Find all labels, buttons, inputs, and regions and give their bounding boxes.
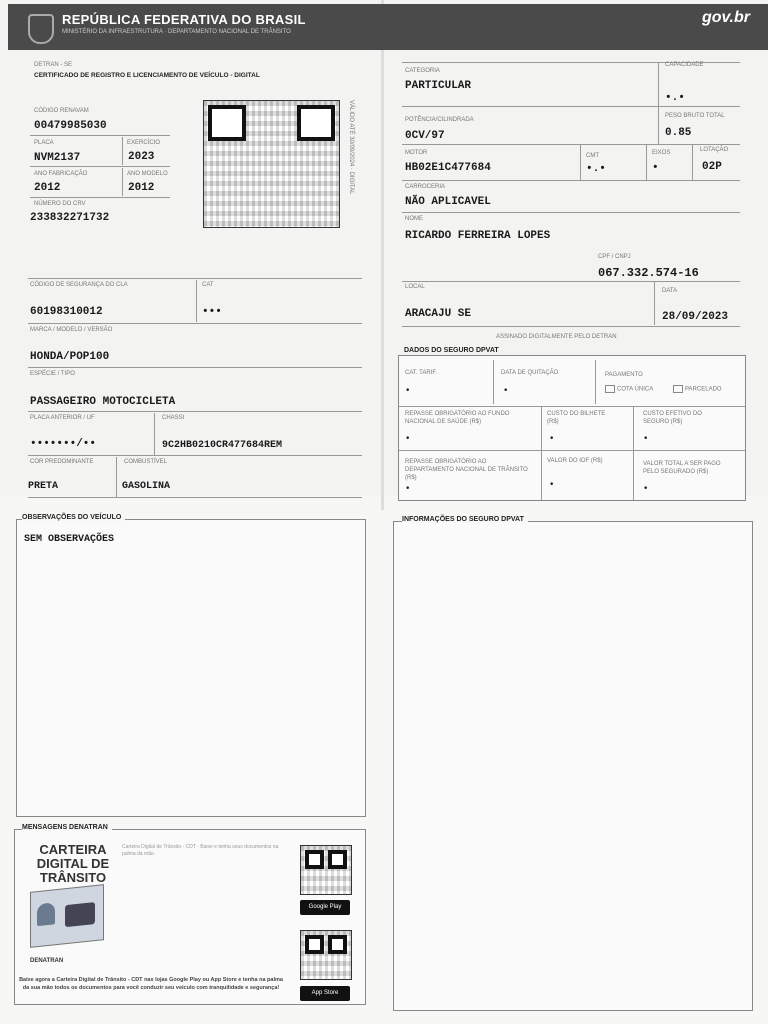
cpf-value: 067.332.574-16: [598, 266, 699, 280]
cor-value: PRETA: [28, 481, 59, 492]
informacoes-dpvat-title: INFORMAÇÕES DO SEGURO DPVAT: [402, 516, 528, 523]
iof-label: VALOR DO IOF (R$): [547, 458, 603, 464]
capacidade-label: CAPACIDADE: [665, 62, 704, 68]
marca-label: MARCA / MODELO / VERSÃO: [30, 327, 113, 333]
observacoes-value: SEM OBSERVAÇÕES: [24, 534, 115, 545]
divider: [154, 413, 155, 455]
capacidade-value: •.•: [665, 92, 685, 104]
divider: [196, 280, 197, 322]
combustivel-label: COMBUSTÍVEL: [124, 459, 168, 465]
peso-label: PESO BRUTO TOTAL: [665, 113, 725, 119]
mensagens-footer: Baixe agora a Carteira Digital de Trânsito - CDT nas lojas Google Play ou App Store e tenha na palma da sua mão todos os documentos para você conduzir seu veículo com tranquilidade e segurança!: [19, 977, 283, 991]
divider: [116, 457, 117, 497]
observacoes-title: OBSERVAÇÕES DO VEÍCULO: [22, 514, 125, 521]
ano-fabricacao-value: 2012: [34, 182, 61, 194]
valor-total-value: •: [643, 484, 649, 494]
divider: [595, 360, 596, 404]
carroceria-value: NÃO APLICAVEL: [405, 196, 491, 208]
cdt-title: [36, 843, 110, 885]
repasse-denatran-value: •: [405, 484, 411, 494]
divider: [122, 137, 123, 165]
divider: [633, 406, 634, 450]
motor-value: HB02E1C477684: [405, 162, 491, 174]
categoria-value: PARTICULAR: [405, 80, 472, 92]
cat-tarif-label: CAT. TARIF.: [405, 370, 438, 376]
cota-unica-label: COTA ÚNICA: [617, 386, 654, 393]
cat-label: CAT: [202, 282, 214, 288]
divider: [402, 180, 740, 181]
cdt-line-3: TRÂNSITO: [39, 870, 107, 885]
chassi-value: 9C2HB0210CR477684REM: [162, 440, 283, 451]
valor-total-label: VALOR TOTAL A SER PAGO PELO SEGURADO (R$): [643, 461, 721, 475]
combustivel-value: GASOLINA: [122, 481, 171, 492]
repasse-sus-value: •: [405, 434, 411, 444]
exercicio-label: EXERCÍCIO: [127, 140, 161, 146]
placa-anterior-value: •••••••/••: [30, 438, 97, 450]
lotacao-value: 02P: [702, 161, 722, 173]
header-title: REPÚBLICA FEDERATIVA DO BRASIL: [62, 12, 306, 27]
divider: [399, 406, 745, 407]
divider: [633, 450, 634, 500]
ano-modelo-value: 2012: [128, 182, 155, 194]
app-store-badge[interactable]: App Store: [300, 986, 350, 1001]
carroceria-label: CARROCERIA: [405, 184, 446, 190]
iof-value: •: [549, 480, 555, 490]
parcelado-option[interactable]: [673, 385, 722, 393]
potencia-label: POTÊNCIA/CILINDRADA: [405, 117, 474, 123]
peso-value: 0.85: [665, 127, 692, 139]
fold-line: [381, 0, 384, 510]
divider: [28, 455, 362, 456]
divider: [399, 450, 745, 451]
placa-anterior-label: PLACA ANTERIOR / UF: [30, 415, 95, 421]
qr-side-text: VÁLIDO ATÉ 30/09/2024 · DIGITAL: [348, 100, 354, 195]
cdt-line-1: CARTEIRA: [39, 842, 107, 857]
cdt-line-2: DIGITAL DE: [36, 856, 110, 871]
divider: [28, 411, 362, 412]
data-label: DATA: [662, 288, 678, 294]
cmt-value: •.•: [586, 163, 606, 175]
mensagens-title: MENSAGENS DENATRAN: [22, 824, 112, 831]
govbr-logo: gov.br: [701, 9, 750, 26]
seguranca-label: CÓDIGO DE SEGURANÇA DO CLA: [30, 282, 128, 288]
divider: [30, 197, 170, 198]
divider: [541, 450, 542, 500]
divider: [30, 135, 170, 136]
divider: [122, 168, 123, 196]
cota-unica-option[interactable]: [605, 385, 653, 393]
nome-value: RICARDO FERREIRA LOPES: [405, 230, 551, 242]
custo-bilhete-label: CUSTO DO BILHETE (R$): [547, 411, 606, 425]
informacoes-dpvat-box: [393, 521, 753, 1011]
pagamento-label: PAGAMENTO: [605, 372, 643, 378]
divider: [541, 406, 542, 450]
parcelado-label: PARCELADO: [685, 386, 722, 393]
cor-label: COR PREDOMINANTE: [30, 459, 94, 465]
checkbox-icon: [605, 385, 615, 393]
divider: [493, 360, 494, 404]
placa-label: PLACA: [34, 140, 54, 146]
divider: [28, 278, 362, 279]
repasse-sus-label: REPASSE OBRIGATÓRIO AO FUNDO NACIONAL DE SAÚDE (R$): [405, 411, 510, 425]
divider: [658, 106, 659, 144]
dpvat-title: DADOS DO SEGURO DPVAT: [404, 347, 499, 354]
qr-code-apple: [300, 930, 352, 980]
placa-value: NVM2137: [34, 152, 81, 164]
ano-fabricacao-label: ANO FABRICAÇÃO: [34, 171, 88, 177]
data-quitacao-value: •: [503, 386, 509, 396]
header-bar: [8, 4, 768, 50]
brasil-seal-icon: [28, 14, 54, 44]
promo-text: Carteira Digital de Trânsito - CDT · Baixe e tenha seus documentos na palma da mão.: [122, 844, 279, 857]
exercicio-value: 2023: [128, 151, 155, 163]
car-icon: [65, 902, 95, 927]
eixos-value: •: [652, 162, 659, 174]
divider: [402, 106, 740, 107]
detran-label: DETRAN - SE: [34, 62, 73, 68]
divider: [402, 281, 740, 282]
divider: [28, 367, 362, 368]
divider: [692, 144, 693, 180]
document-title: CERTIFICADO DE REGISTRO E LICENCIAMENTO DE VEÍCULO - DIGITAL: [34, 72, 260, 79]
divider: [658, 62, 659, 106]
observacoes-box: [16, 519, 366, 817]
local-label: LOCAL: [405, 284, 425, 290]
custo-efetivo-label: CUSTO EFETIVO DO SEGURO (R$): [643, 411, 702, 425]
marca-value: HONDA/POP100: [30, 351, 110, 363]
eixos-label: EIXOS: [652, 150, 671, 156]
cat-value: •••: [202, 306, 222, 318]
divider: [654, 281, 655, 325]
divider: [402, 326, 740, 327]
local-value: ARACAJU SE: [405, 308, 472, 320]
denatran-logo: DENATRAN: [30, 958, 64, 964]
qr-code-google: [300, 845, 352, 895]
divider: [28, 323, 362, 324]
cmt-label: CMT: [586, 153, 599, 159]
divider: [28, 497, 362, 498]
renavam-label: CÓDIGO RENAVAM: [34, 108, 89, 114]
lotacao-label: LOTAÇÃO: [700, 147, 729, 153]
especie-value: PASSAGEIRO MOTOCICLETA: [30, 396, 176, 408]
repasse-denatran-label: REPASSE OBRIGATÓRIO AO DEPARTAMENTO NACIONAL DE TRÂNSITO (R$): [405, 459, 528, 481]
nome-label: NOME: [405, 216, 423, 222]
chassi-label: CHASSI: [162, 415, 185, 421]
categoria-label: CATEGORIA: [405, 68, 440, 74]
data-quitacao-label: DATA DE QUITAÇÃO: [501, 370, 559, 376]
divider: [30, 166, 170, 167]
crv-label: NÚMERO DO CRV: [34, 201, 86, 207]
motor-label: MOTOR: [405, 150, 428, 156]
cat-tarif-value: •: [405, 386, 411, 396]
phone-illustration-icon: [30, 884, 104, 948]
cpf-label: CPF / CNPJ: [598, 254, 631, 260]
especie-label: ESPÉCIE / TIPO: [30, 371, 75, 377]
divider: [646, 144, 647, 180]
person-icon: [37, 902, 55, 926]
divider: [580, 144, 581, 180]
checkbox-icon: [673, 385, 683, 393]
renavam-value: 00479985030: [34, 120, 107, 132]
divider: [402, 144, 740, 145]
data-value: 28/09/2023: [662, 311, 729, 323]
custo-bilhete-value: •: [549, 434, 555, 444]
crv-value: 233832271732: [30, 212, 110, 224]
signed-note: ASSINADO DIGITALMENTE PELO DETRAN: [496, 334, 617, 340]
divider: [402, 212, 740, 213]
seguranca-value: 60198310012: [30, 306, 103, 318]
header-subtitle: MINISTÉRIO DA INFRAESTRUTURA · DEPARTAMENTO NACIONAL DE TRÂNSITO: [62, 29, 291, 35]
google-play-badge[interactable]: Google Play: [300, 900, 350, 915]
ano-modelo-label: ANO MODELO: [127, 171, 168, 177]
qr-code: [203, 100, 340, 228]
dpvat-box: [398, 355, 746, 501]
custo-efetivo-value: •: [643, 434, 649, 444]
potencia-value: 0CV/97: [405, 130, 445, 142]
